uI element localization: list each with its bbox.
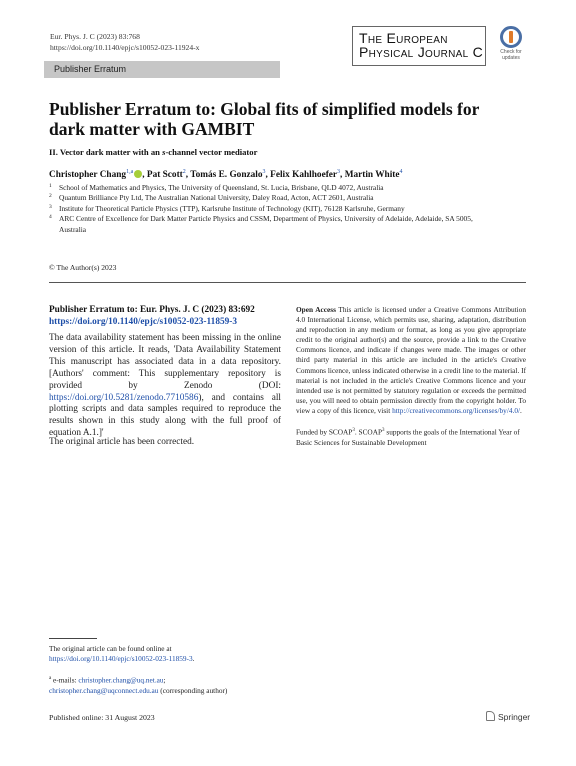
- erratum-body: [49, 333, 281, 440]
- journal-title: [359, 31, 483, 59]
- article-doi[interactable]: https://doi.org/10.1140/epjc/s10052-023-11924-x: [50, 43, 200, 52]
- open-access-end: .: [520, 405, 522, 415]
- email-link[interactable]: christopher.chang@uqconnect.edu.au: [49, 685, 159, 695]
- subtitle-suffix: -channel vector mediator: [165, 147, 258, 157]
- author-name[interactable]: Martin White: [344, 170, 400, 181]
- springer-horse-icon: [486, 711, 495, 721]
- subtitle-prefix: II. Vector dark matter with an: [49, 147, 163, 157]
- footnote-text: ;: [163, 675, 166, 685]
- funding-sup: 3: [382, 428, 385, 433]
- author-list: Christopher Chang$^{1,a}$ , Pat Scott$^2$, Tomás E. Gonzalo$^3$, Felix Kahlhoefer$^3$, Martin White$^4$: [49, 169, 403, 181]
- check-updates-label: Check for updates: [500, 49, 522, 61]
- affiliation: [49, 183, 479, 193]
- journal-reference: Eur. Phys. J. C (2023) 83:768: [50, 32, 140, 41]
- check-for-updates-badge[interactable]: [496, 26, 526, 64]
- author-affiliation-ref: 4: [399, 169, 403, 175]
- affiliation-number: 1: [49, 183, 52, 189]
- article-type-label: Publisher Erratum: [54, 64, 127, 74]
- footnote-divider: [49, 638, 97, 639]
- article-title: Publisher Erratum to: Global fits of simplified models for dark matter with GAMBIT: [49, 99, 480, 139]
- original-article-footnote-link[interactable]: https://doi.org/10.1140/epjc/s10052-023-11859-3: [49, 654, 193, 664]
- affiliation: [49, 204, 479, 214]
- zenodo-link[interactable]: https://doi.org/10.5281/zenodo.7710586: [49, 392, 199, 403]
- license-link[interactable]: http://creativecommons.org/licenses/by/4.0/: [392, 405, 521, 415]
- author-affiliation-ref: 2: [182, 169, 186, 175]
- affiliation: [49, 193, 479, 203]
- article-subtitle: [49, 147, 257, 157]
- body-text: ), and contains all plotting scripts and data samples required to reproduce the results shown in this study along with the full proof of equation A.1.]': [49, 392, 281, 439]
- affiliation-text: ARC Centre of Excellence for Dark Matter Particle Physics and CSSM, Department of Physics, University of Adelaide, Adelaide, SA 5005, Australia: [59, 214, 473, 234]
- open-access-label: Open Access: [296, 305, 336, 314]
- affiliation-number: 4: [49, 214, 52, 221]
- footnote-text: .: [192, 654, 195, 664]
- author-affiliation-ref: 1,a: [126, 169, 134, 175]
- affiliation-list: [49, 183, 479, 235]
- orcid-icon[interactable]: [134, 170, 142, 178]
- section-divider: [49, 282, 526, 283]
- author-name[interactable]: Christopher Chang: [49, 170, 127, 181]
- body-text: The data availability statement has been missing in the online version of this article. It reads, 'Data Availability Statement This manuscript has associated data in a data repository. [Authors' comment: This supplementary repository is provided by Zenodo (DOI:: [49, 333, 281, 391]
- correction-note: The original article has been corrected.: [49, 437, 195, 447]
- article-type-banner: [44, 61, 280, 78]
- affiliation-number: 2: [49, 193, 52, 200]
- subtitle-italic: s: [162, 147, 166, 157]
- affiliation-text: Quantum Brilliance Pty Ltd, The Australian National University, Daley Road, Acton, ACT 2601, Australia: [59, 193, 374, 203]
- copyright-notice: © The Author(s) 2023: [49, 263, 117, 272]
- funding-statement: [296, 426, 526, 448]
- author-affiliation-ref: 3: [262, 169, 266, 175]
- journal-title-line1: The European: [359, 30, 448, 46]
- footnote-marker: a: [49, 676, 52, 681]
- funding-text: supports the goals of the International Year of Basic Sciences for Sustainable Development: [296, 427, 520, 447]
- author-name[interactable]: Tomás E. Gonzalo: [190, 170, 263, 181]
- original-article-footnote: [49, 644, 279, 665]
- publisher-name: Springer: [498, 712, 531, 722]
- erratum-heading: [49, 305, 285, 328]
- author-affiliation-ref: 3: [337, 169, 341, 175]
- open-access-statement: [296, 305, 526, 416]
- author-name[interactable]: Felix Kahlhoefer: [270, 170, 338, 181]
- journal-title-line2: Physical Journal C: [359, 44, 484, 60]
- email-footnote: [49, 674, 289, 696]
- header-citation: [50, 31, 199, 53]
- affiliation: [49, 214, 479, 235]
- original-article-link[interactable]: https://doi.org/10.1140/epjc/s10052-023-11859-3: [49, 316, 238, 327]
- footnote-text: (corresponding author): [158, 685, 228, 695]
- footnote-text: The original article can be found online at: [49, 644, 172, 653]
- journal-logo: [352, 26, 486, 66]
- email-link[interactable]: christopher.chang@uq.net.au: [78, 675, 164, 685]
- affiliation-number: 3: [49, 203, 52, 210]
- funding-text: Funded by SCOAP: [296, 427, 353, 437]
- open-access-text: This article is licensed under a Creative Commons Attribution 4.0 International License, which permits use, sharing, adaptation, distribution and reproduction in any medium or format, as long as you give appropriate credit to the original author(s) and the source, provide a link to the Creative Commons licence, and indicate if changes were made. The images or other third party material in this article are included in the article's Creative Commons licence, unless indicated otherwise in a credit line to the material. If material is not included in the article's Creative Commons licence and your intended use is not permitted by statutory regulation or exceeds the permitted use, you will need to obtain permission directly from the copyright holder. To view a copy of this licence, visit: [296, 305, 526, 415]
- footnote-text: e-mails:: [51, 675, 79, 685]
- bookmark-icon: [500, 26, 522, 48]
- funding-sup: 3: [352, 428, 355, 433]
- publication-date: Published online: 31 August 2023: [49, 713, 155, 722]
- affiliation-text: School of Mathematics and Physics, The University of Queensland, St. Lucia, Brisbane, QLD 4072, Australia: [59, 183, 384, 192]
- author-name[interactable]: Pat Scott: [146, 170, 183, 181]
- publisher-logo: [486, 711, 530, 722]
- erratum-reference: Publisher Erratum to: Eur. Phys. J. C (2023) 83:692: [49, 305, 255, 315]
- funding-text: . SCOAP: [354, 427, 383, 437]
- affiliation-text: Institute for Theoretical Particle Physics (TTP), Karlsruhe Institute of Technology (KIT), 76128 Karlsruhe, Germany: [59, 203, 405, 213]
